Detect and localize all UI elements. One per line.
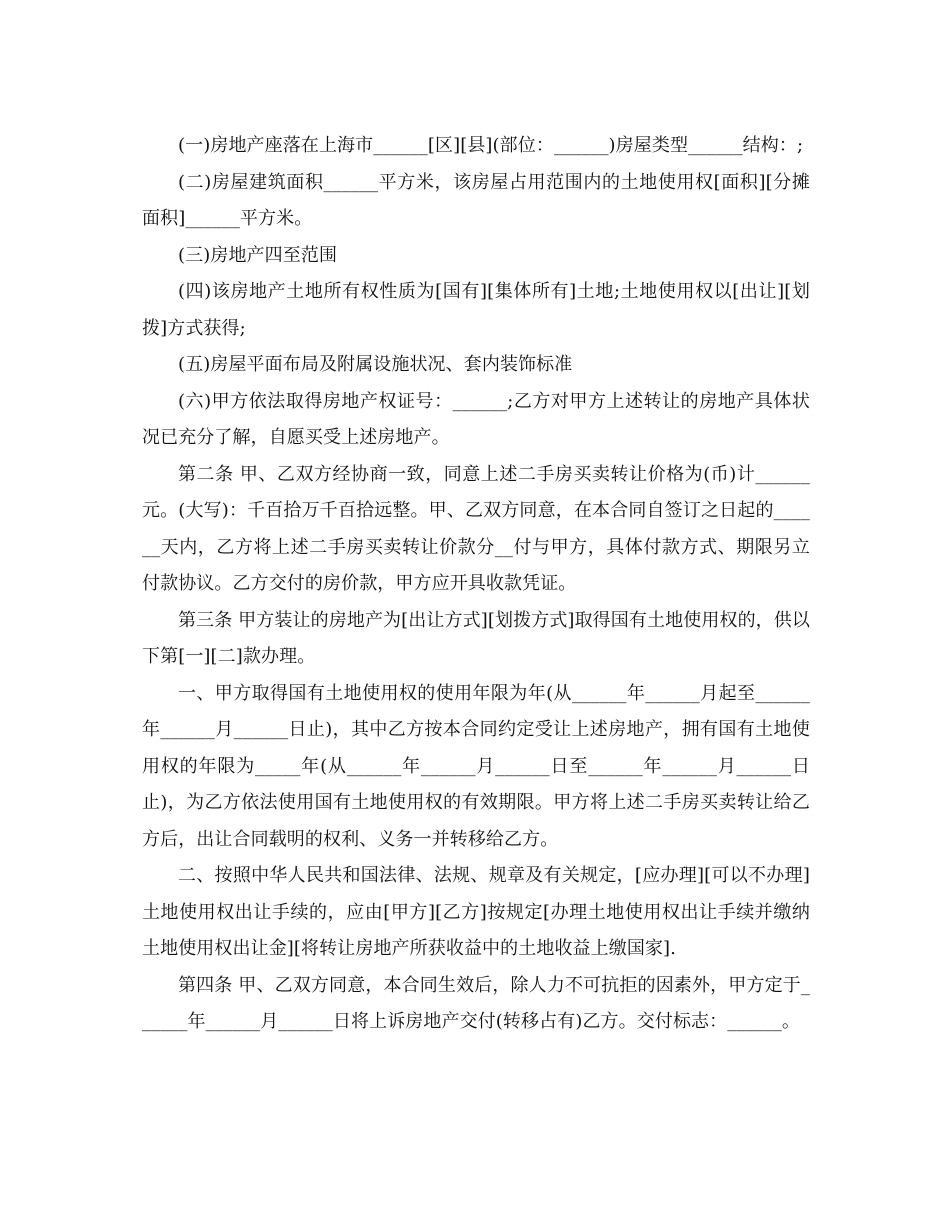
clause-1-location: (一)房地产座落在上海市______[区][县](部位：______)房屋类型______结构：; — [178, 135, 804, 156]
article-2-price: 第二条 甲、乙双方经协商一致，同意上述二手房买卖转让价格为(币)计______元。(大写)：千百拾万千百拾远整。甲、乙双方同意，在本合同自签订之日起的______天内，乙方将上述二手房买卖转让价款分__付与甲方，具体付款方式、期限另立付款协议。乙方交付的房价款，甲方应开具收款凭证。 — [142, 463, 810, 594]
clause-2-area: (二)房屋建筑面积______平方米，该房屋占用范围内的土地使用权[面积][分摊面积]______平方米。 — [142, 171, 810, 229]
clause-3-boundaries: (三)房地产四至范围 — [178, 244, 338, 266]
article-4-delivery: 第四条 甲、乙双方同意，本合同生效后，除人力不可抗拒的因素外，甲方定于______年______月______日将上诉房地产交付(转移占有)乙方。交付标志：______。 — [142, 974, 810, 1032]
clause-5-layout: (五)房屋平面布局及附属设施状况、套内装饰标准 — [178, 354, 573, 375]
contract-body — [142, 128, 810, 1041]
article-3-land-use: 第三条 甲方装让的房地产为[出让方式][划拨方式]取得国有土地使用权的，供以下第[一][二]款办理。 — [142, 609, 810, 667]
article-3-item-1: 一、甲方取得国有土地使用权的使用年限为年(从______年______月起至______年______月______日止)，其中乙方按本合同约定受让上述房地产，拥有国有土地使用权的年限为_____年(从______年______月______日至______年______月______日止)，为乙方依法使用国有土地使用权的有效期限。甲方将上述二手房买卖转让给乙方后，出让合同载明的权利、义务一并转移给乙方。 — [142, 682, 810, 850]
article-3-item-2: 二、按照中华人民共和国法律、法规、规章及有关规定，[应办理][可以不办理]土地使用权出让手续的，应由[甲方][乙方]按规定[办理土地使用权出让手续并缴纳土地使用权出让金][将转让房地产所获收益中的土地收益上缴国家]. — [142, 865, 810, 959]
clause-4-land-ownership: (四)该房地产土地所有权性质为[国有][集体所有]土地;土地使用权以[出让][划拨]方式获得; — [142, 281, 810, 339]
clause-6-certificate: (六)甲方依法取得房地产权证号：______;乙方对甲方上述转让的房地产具体状况已充分了解，自愿买受上述房地产。 — [142, 390, 810, 448]
